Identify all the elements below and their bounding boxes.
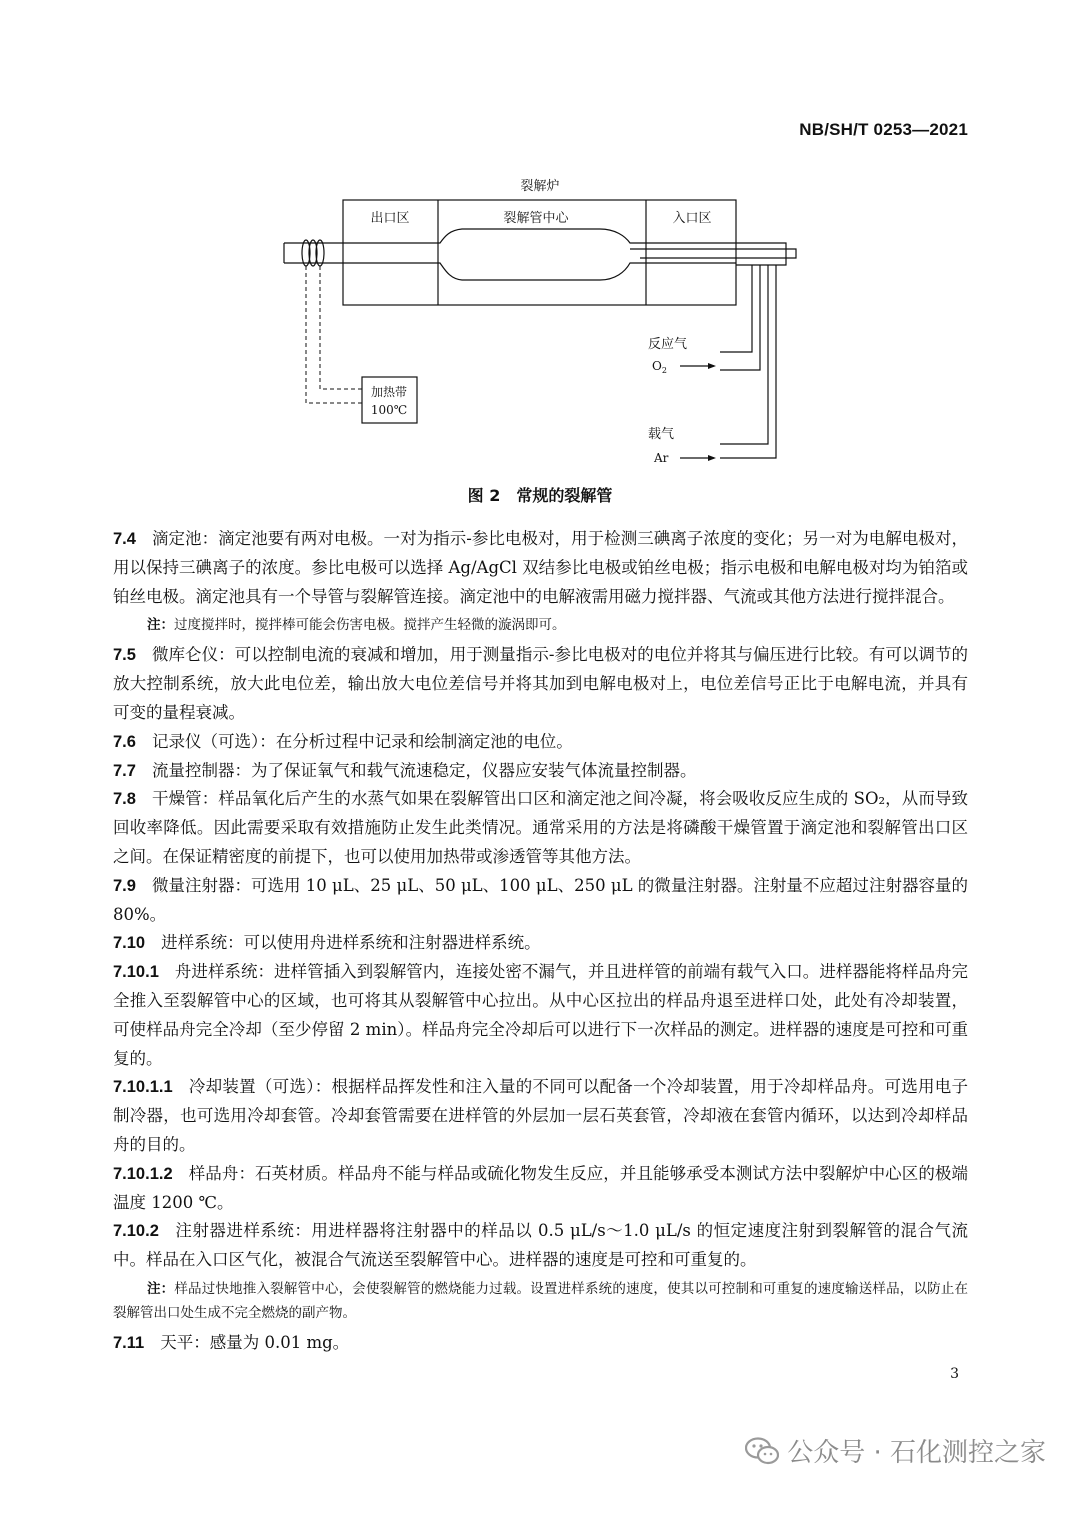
- section-7-10-2: 7.10.2 注射器进样系统：用进样器将注射器中的样品以 0.5 μL/s～1.0 μL/s 的恒定速度注射到裂解管的混合气流中。样品在入口区气化，被混合气流送至裂解管中心。进样器的速度是可控和可重复的。: [113, 1221, 968, 1270]
- standard-code: NB/SH/T 0253—2021: [799, 120, 968, 139]
- inlet-inner-tube: [630, 249, 796, 258]
- ar-formula: Ar: [654, 451, 669, 465]
- center-zone-label: 裂解管中心: [503, 211, 569, 226]
- o2-formula: $O_2$: [652, 359, 667, 375]
- section-7-7: 7.7 流量控制器：为了保证氧气和载气流速稳定，仪器应安装气体流量控制器。: [113, 760, 697, 780]
- section-7-10-1: 7.10.1 舟进样系统：进样管插入到裂解管内，连接处密不漏气，并且进样管的前端有载气入口。进样器能将样品舟完全推入至裂解管中心的区域，也可将其从裂解管中心拉出。从中心区拉出的样品舟退至进样口处，此处有冷却装置，可使样品舟完全冷却（至少停留 2 min）。样品舟完全冷却后可以进行下一次样品的测定。进样器的速度是可控和可重复的。: [113, 962, 968, 1068]
- heating-wire: [306, 266, 362, 403]
- note: 注：样品过快地推入裂解管中心，会使裂解管的燃烧能力过载。设置进样系统的速度，使其以可控制和可重复的速度输送样品，以防止在裂解管出口处生成不完全燃烧的副产物。: [113, 1280, 969, 1321]
- heating-tape-temp: 100℃: [370, 403, 408, 417]
- section-7-4: 7.4 滴定池：滴定池要有两对电极。一对为指示-参比电极对，用于检测三碘离子浓度的变化；另一对为电解电极对，用以保持三碘离子的浓度。参比电极可以选择 Ag/AgCl 双结参比电极或铂丝电极；指示电极和电解电极对均为铂箔或铂丝电极。滴定池具有一个导管与裂解管连接。滴定池中的电解液需用磁力搅拌器、气流或其他方法进行搅拌混合。: [113, 529, 968, 606]
- section-7-8: 7.8 干燥管：样品氧化后产生的水蒸气如果在裂解管出口区和滴定池之间冷凝，将会吸收反应生成的 SO₂，从而导致回收率降低。因此需要采取有效措施防止发生此类情况。通常采用的方法是将磷酸干燥管置于滴定池和裂解管出口区之间。在保证精密度的前提下，也可以使用加热带或渗透管等其他方法。: [113, 789, 968, 866]
- reaction-gas-line: [720, 265, 760, 370]
- cracking-tube-outline: [284, 263, 736, 280]
- carrier-gas-line: [720, 265, 768, 444]
- figure-caption: 图 2 常规的裂解管: [467, 486, 613, 505]
- heating-wire: [320, 266, 362, 389]
- section-7-10-1-1: 7.10.1.1 冷却装置（可选）：根据样品挥发性和注入量的不同可以配备一个冷却装置，用于冷却样品舟。可选用电子制冷器，也可选用冷却套管。冷却套管需要在进样管的外层加一层石英套管，冷却液在套管内循环，以达到冷却样品舟的目的。: [113, 1077, 968, 1154]
- wechat-icon: [745, 1437, 779, 1465]
- outlet-zone-label: 出口区: [370, 211, 410, 226]
- inlet-zone-label: 入口区: [672, 211, 712, 226]
- section-7-9: 7.9 微量注射器：可选用 10 μL、25 μL、50 μL、100 μL、250 μL 的微量注射器。注射量不应超过注射器容量的 80%。: [113, 875, 968, 924]
- section-7-10: 7.10 进样系统：可以使用舟进样系统和注射器进样系统。: [113, 933, 541, 953]
- reaction-gas-label: 反应气: [648, 337, 688, 352]
- watermark-text: 公众号 · 石化测控之家: [787, 1438, 1046, 1468]
- section-7-6: 7.6 记录仪（可选）：在分析过程中记录和绘制滴定池的电位。: [113, 731, 573, 751]
- section-7-11: 7.11 天平：感量为 0.01 mg。: [113, 1332, 350, 1352]
- heating-tape-label: 加热带: [370, 385, 408, 399]
- cracking-tube-diagram: [0, 0, 1080, 500]
- cracking-tube-outline: [284, 229, 786, 265]
- o2-arrow-head: [708, 363, 716, 369]
- body-text: [113, 525, 968, 1358]
- ar-arrow-head: [708, 455, 716, 461]
- carrier-gas-label: 载气: [648, 427, 675, 442]
- section-7-5: 7.5 微库仑仪：可以控制电流的衰减和增加，用于测量指示-参比电极对的电位并将其与偏压进行比较。有可以调节的放大控制系统，放大此电位差，输出放大电位差信号并将其加到电解电极对上，电位差信号正比于电解电流，并具有可变的量程衰减。: [113, 645, 968, 722]
- page-number: 3: [950, 1366, 959, 1382]
- section-7-10-1-2: 7.10.1.2 样品舟：石英材质。样品舟不能与样品或硫化物发生反应，并且能够承受本测试方法中裂解炉中心区的极端温度 1200 ℃。: [113, 1163, 968, 1212]
- watermark: [745, 1432, 1046, 1469]
- note: 注：过度搅拌时，搅拌棒可能会伤害电极。搅拌产生轻微的漩涡即可。: [147, 617, 566, 634]
- furnace-label: 裂解炉: [520, 179, 560, 194]
